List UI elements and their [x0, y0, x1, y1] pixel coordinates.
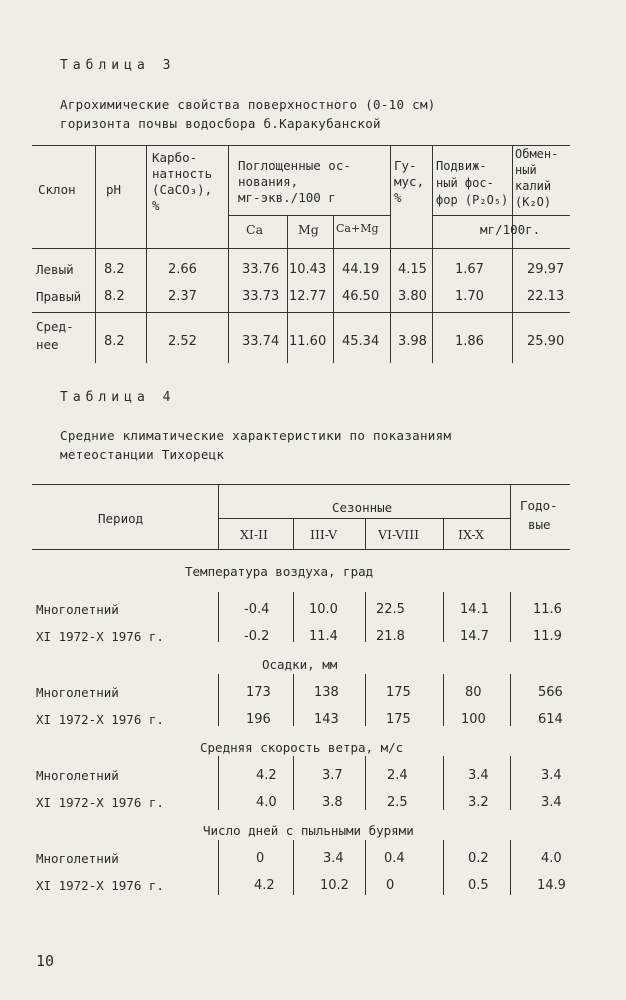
header-ca-mg: Ca+Mg [336, 222, 379, 235]
table4-col-rule [443, 592, 444, 642]
row-label: Многолетний [36, 851, 119, 866]
row-value: 0.4 [384, 851, 405, 866]
row-value: 4.0 [256, 795, 277, 810]
table3-caption: Таблица 3 [60, 58, 176, 73]
table3-top-rule [32, 145, 570, 146]
header-slope: Склон [38, 182, 76, 197]
row-value: 4.2 [256, 768, 277, 783]
row-potassium: 22.13 [527, 289, 565, 304]
row-value: 3.4 [541, 795, 562, 810]
row-ca: 33.74 [242, 334, 280, 349]
table3-row-rule [32, 312, 570, 313]
header-ph: pH [106, 182, 122, 197]
row-value: 175 [386, 685, 411, 700]
row-ph: 8.2 [104, 334, 125, 349]
table3-title-line: горизонта почвы водосбора б.Каракубанской [60, 116, 381, 131]
table3-col-rule [432, 145, 433, 363]
table3-col-rule [228, 145, 229, 363]
table3-col-rule [287, 215, 288, 363]
table4-col-rule [218, 756, 219, 810]
row-mg: 10.43 [289, 262, 327, 277]
row-value: 10.2 [320, 878, 349, 893]
row-value: 14.9 [537, 878, 566, 893]
row-value: 0 [386, 878, 395, 893]
row-value: 21.8 [376, 629, 405, 644]
header-season: III-V [310, 527, 338, 542]
table4-col-rule [510, 592, 511, 642]
table3-col-rule [333, 215, 334, 363]
table4-title [60, 426, 451, 464]
row-label: XI 1972-X 1976 г. [36, 795, 164, 810]
row-value: 100 [461, 712, 486, 727]
row-value: 614 [538, 712, 563, 727]
section-title: Осадки, мм [262, 657, 338, 672]
table3-ca-subheader-rule [228, 215, 390, 216]
row-label: XI 1972-X 1976 г. [36, 712, 164, 727]
header-potassium: Обмен- ный калий (K₂O) [515, 147, 559, 209]
table4-col-rule [510, 674, 511, 726]
table4-header-rule [32, 549, 570, 550]
row-value: -0.4 [244, 602, 270, 617]
table4-col-rule [510, 756, 511, 810]
row-value: 80 [465, 685, 482, 700]
header-season: VI-VIII [378, 527, 420, 542]
table4-top-rule [32, 484, 570, 485]
row-humus: 3.98 [398, 334, 427, 349]
row-label: XI 1972-X 1976 г. [36, 878, 164, 893]
table4-col-rule [443, 840, 444, 895]
row-value: 3.4 [323, 851, 344, 866]
table4-col-rule [218, 592, 219, 642]
row-value: 14.7 [460, 629, 489, 644]
row-mg: 12.77 [289, 289, 327, 304]
header-ca: Ca [246, 222, 264, 237]
row-value: -0.2 [244, 629, 270, 644]
row-value: 3.8 [322, 795, 343, 810]
row-value: 2.5 [387, 795, 408, 810]
row-value: 4.0 [541, 851, 562, 866]
row-ph: 8.2 [104, 289, 125, 304]
row-potassium: 29.97 [527, 262, 565, 277]
table4-col-rule [293, 756, 294, 810]
row-camg: 44.19 [342, 262, 380, 277]
table4-title-line: Средние климатические характеристики по показаниям [60, 428, 452, 443]
table4-col-rule [443, 756, 444, 810]
table4-col-rule [365, 756, 366, 810]
header-absorbed-bases: Поглощенные ос- нования, мг-экв./100 г [238, 158, 351, 205]
table3-title-line: Агрохимические свойства поверхностного (0-10 см) [60, 97, 436, 112]
row-humus: 4.15 [398, 262, 427, 277]
table4-col-rule [443, 674, 444, 726]
table4-col-rule [218, 674, 219, 726]
table4-col-rule [510, 840, 511, 895]
header-phosphorus: Подвиж- ный фос- фор (P₂O₅) [436, 159, 509, 207]
table4-col-rule [510, 484, 511, 549]
table4-col-rule [293, 518, 294, 549]
table4-col-rule [365, 518, 366, 549]
row-value: 11.4 [309, 629, 338, 644]
row-value: 566 [538, 685, 563, 700]
row-value: 11.6 [533, 602, 562, 617]
row-ca: 33.73 [242, 289, 280, 304]
header-units: мг/100г. [480, 222, 541, 237]
row-carbonate: 2.66 [168, 262, 197, 277]
row-value: 0 [256, 851, 265, 866]
table4-col-rule [293, 840, 294, 895]
row-slope: Сред- нее [36, 319, 74, 352]
row-value: 0.2 [468, 851, 489, 866]
row-slope: Правый [36, 289, 82, 304]
table4-seasonal-rule [218, 518, 510, 519]
table3-col-rule [390, 145, 391, 363]
row-camg: 45.34 [342, 334, 380, 349]
row-slope: Левый [36, 262, 74, 277]
header-season: IX-X [458, 527, 485, 542]
page-number: 10 [36, 952, 55, 970]
header-humus: Гу- мус, % [394, 158, 425, 205]
row-value: 3.7 [322, 768, 343, 783]
table4-col-rule [365, 592, 366, 642]
table4-col-rule [365, 840, 366, 895]
row-label: Многолетний [36, 768, 119, 783]
header-annual: Годо- вые [520, 498, 558, 532]
row-carbonate: 2.37 [168, 289, 197, 304]
row-label: XI 1972-X 1976 г. [36, 629, 164, 644]
table3-header-rule [32, 248, 570, 249]
row-value: 143 [314, 712, 339, 727]
row-value: 3.2 [468, 795, 489, 810]
row-value: 22.5 [376, 602, 405, 617]
table4-col-rule [365, 674, 366, 726]
row-value: 138 [314, 685, 339, 700]
header-carbonate: Карбо- натность (CaCO₃), % [152, 150, 213, 213]
table4-col-rule [293, 592, 294, 642]
row-value: 10.0 [309, 602, 338, 617]
table4-col-rule [218, 484, 219, 549]
row-value: 0.5 [468, 878, 489, 893]
table3-title [60, 95, 436, 133]
header-period: Период [98, 511, 144, 526]
row-potassium: 25.90 [527, 334, 565, 349]
row-value: 2.4 [387, 768, 408, 783]
table4-title-line: метеостанции Тихорецк [60, 447, 225, 462]
header-season: XI-II [240, 527, 268, 542]
row-phosphorus: 1.67 [455, 262, 484, 277]
header-mg: Mg [298, 222, 319, 237]
row-ca: 33.76 [242, 262, 280, 277]
row-phosphorus: 1.86 [455, 334, 484, 349]
row-value: 3.4 [541, 768, 562, 783]
row-value: 4.2 [254, 878, 275, 893]
table4-col-rule [218, 840, 219, 895]
row-label: Многолетний [36, 602, 119, 617]
row-camg: 46.50 [342, 289, 380, 304]
row-mg: 11.60 [289, 334, 327, 349]
section-title: Число дней с пыльными бурями [203, 823, 414, 838]
row-humus: 3.80 [398, 289, 427, 304]
row-value: 3.4 [468, 768, 489, 783]
table3-units-subheader-rule [432, 215, 570, 216]
header-seasonal: Сезонные [332, 500, 393, 515]
row-label: Многолетний [36, 685, 119, 700]
row-value: 173 [246, 685, 271, 700]
table3-col-rule [95, 145, 96, 363]
table4-caption: Таблица 4 [60, 390, 176, 405]
table3-col-rule [146, 145, 147, 363]
row-ph: 8.2 [104, 262, 125, 277]
row-value: 14.1 [460, 602, 489, 617]
row-carbonate: 2.52 [168, 334, 197, 349]
table4-col-rule [293, 674, 294, 726]
section-title: Средняя скорость ветра, м/с [200, 740, 404, 755]
row-value: 175 [386, 712, 411, 727]
row-phosphorus: 1.70 [455, 289, 484, 304]
table4-col-rule [443, 518, 444, 549]
section-title: Температура воздуха, град [185, 564, 374, 579]
row-value: 11.9 [533, 629, 562, 644]
table3-col-rule [512, 145, 513, 363]
row-value: 196 [246, 712, 271, 727]
